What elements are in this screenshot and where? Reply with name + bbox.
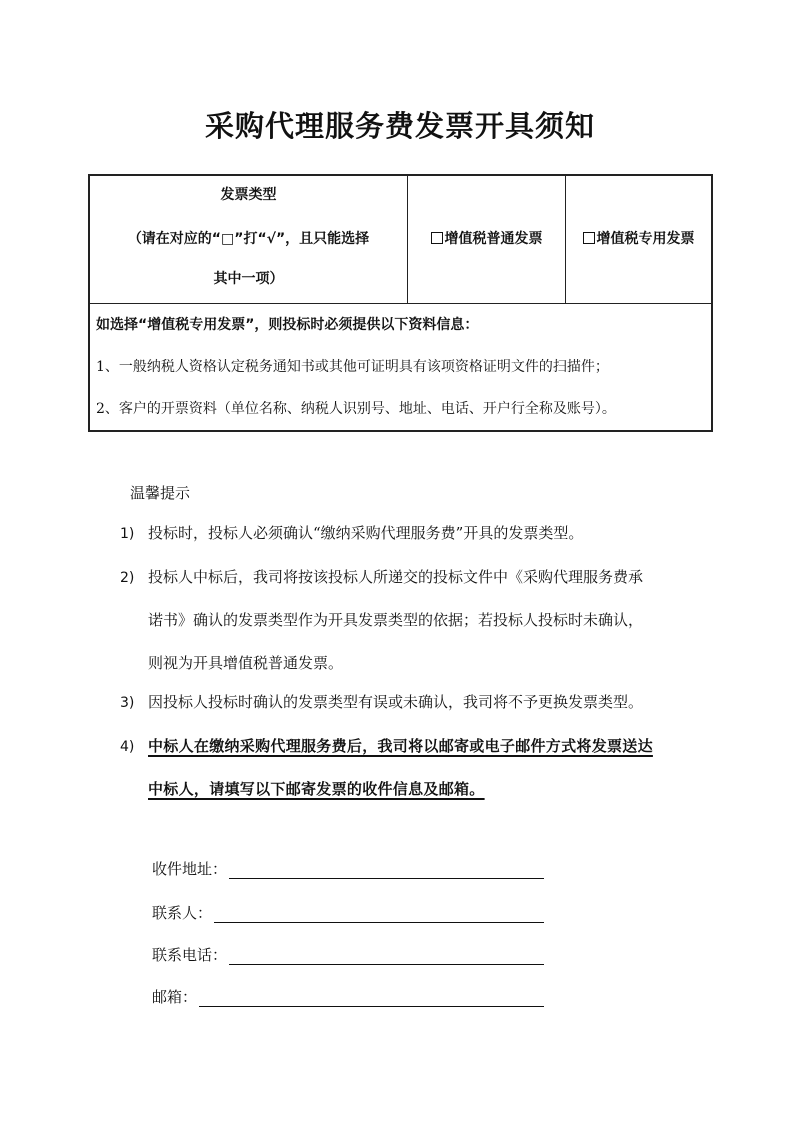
contact-field (152, 902, 544, 923)
tip-text-continued: 则视为开具增值税普通发票。 (148, 654, 344, 672)
tip-item (120, 522, 583, 543)
address-input[interactable] (229, 860, 544, 879)
tip-text-important-continued (148, 778, 485, 799)
invoice-type-instruction-cont: 其中一项） (213, 271, 284, 287)
invoice-type-row (90, 176, 711, 304)
normal-invoice-cell (408, 176, 566, 303)
tips-title: 温馨提示 (130, 484, 191, 502)
tip-item (120, 691, 643, 712)
special-invoice-label: 增值税专用发票 (596, 231, 695, 247)
contact-label: 联系人： (152, 904, 213, 922)
normal-invoice-label: 增值税普通发票 (444, 231, 543, 247)
tip-text-important: 中标人，请填写以下邮寄发票的收件信息及邮箱。 (148, 780, 485, 798)
tip-text: 因投标人投标时确认的发票类型有误或未确认，我司将不予更换发票类型。 (148, 693, 644, 711)
phone-label: 联系电话： (152, 946, 228, 964)
invoice-type-label: 发票类型 (220, 187, 277, 203)
invoice-type-label-cell (90, 176, 408, 303)
normal-invoice-checkbox[interactable] (431, 232, 443, 244)
tip-number: 3) (120, 695, 135, 711)
contact-input[interactable] (214, 904, 544, 923)
requirement-item: 2、客户的开票资料（单位名称、纳税人识别号、地址、电话、开户行全称及账号）。 (96, 401, 616, 417)
tip-text-continued: 诺书》确认的发票类型作为开具发票类型的依据；若投标人投标时未确认， (148, 611, 644, 629)
tip-text-important: 中标人在缴纳采购代理服务费后，我司将以邮寄或电子邮件方式将发票送达 (148, 737, 653, 755)
tip-item-important (120, 735, 653, 756)
requirements-heading: 如选择“增值税专用发票”，则投标时必须提供以下资料信息： (96, 317, 479, 333)
special-invoice-option[interactable] (566, 228, 711, 248)
address-label: 收件地址： (152, 860, 228, 878)
phone-input[interactable] (229, 946, 544, 965)
tip-number: 2) (120, 570, 135, 586)
address-field (152, 858, 544, 879)
tip-number: 1) (120, 526, 135, 542)
invoice-type-instruction: （请在对应的“□”打“√”，且只能选择 (127, 231, 370, 247)
email-field (152, 986, 544, 1007)
email-input[interactable] (199, 988, 544, 1007)
invoice-type-table (88, 174, 713, 432)
special-invoice-cell (566, 176, 711, 303)
tip-text: 投标时，投标人必须确认“缴纳采购代理服务费”开具的发票类型。 (148, 524, 584, 542)
document-title: 采购代理服务费发票开具须知 (204, 109, 595, 143)
special-invoice-checkbox[interactable] (583, 232, 595, 244)
tip-item (120, 566, 643, 587)
email-label: 邮箱： (152, 988, 198, 1006)
tip-number: 4) (120, 739, 135, 755)
requirement-item: 1、一般纳税人资格认定税务通知书或其他可证明具有该项资格证明文件的扫描件； (96, 359, 609, 375)
normal-invoice-option[interactable] (408, 228, 565, 248)
tip-text: 投标人中标后，我司将按该投标人所递交的投标文件中《采购代理服务费承 (148, 568, 644, 586)
phone-field (152, 944, 544, 965)
